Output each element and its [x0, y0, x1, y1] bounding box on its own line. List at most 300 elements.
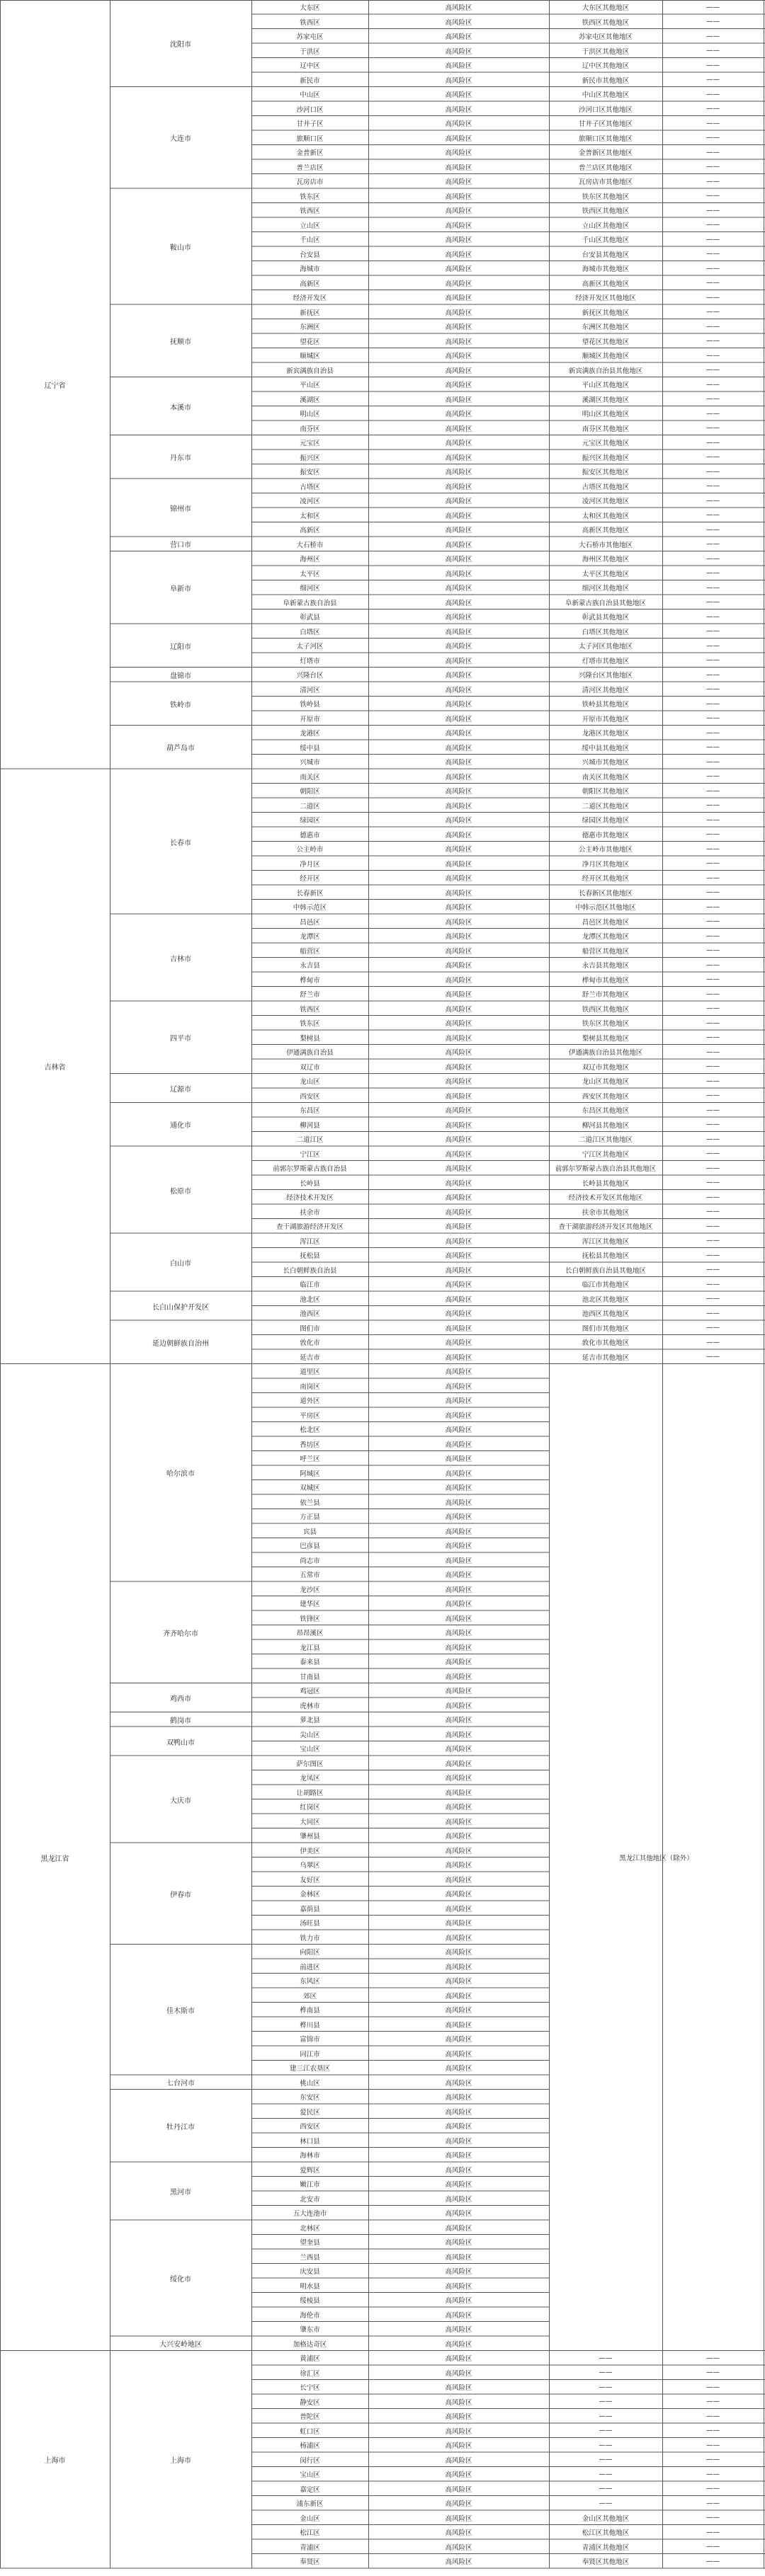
remainder-area-cell: 松江区其他地区	[582, 2529, 630, 2538]
remainder-risk-cell: ——	[706, 2412, 720, 2420]
remainder-risk-cell: ——	[706, 946, 720, 955]
risk-level-cell: 高风险区	[445, 1572, 472, 1580]
risk-level-cell: 高风险区	[445, 846, 472, 854]
district-cell: 铁岭县	[300, 701, 320, 709]
risk-level-cell: 高风险区	[445, 236, 472, 245]
remainder-risk-cell: ——	[706, 1092, 720, 1100]
risk-level-cell: 高风险区	[445, 686, 472, 694]
city-cell: 葫芦岛市	[166, 745, 195, 753]
risk-level-cell: 高风险区	[445, 1542, 472, 1551]
district-cell: 柳河县	[300, 1121, 320, 1130]
risk-level-cell: 高风险区	[445, 2239, 472, 2248]
city-cell: 鹤岗市	[170, 1717, 191, 1725]
risk-level-cell: 高风险区	[445, 2471, 472, 2480]
remainder-risk-cell: ——	[706, 119, 720, 127]
remainder-risk-cell: ——	[706, 2557, 720, 2565]
risk-level-cell: 高风险区	[445, 2036, 472, 2044]
remainder-area-cell: ——	[599, 2485, 613, 2493]
risk-level-cell: 高风险区	[445, 788, 472, 796]
risk-level-cell: 高风险区	[445, 2210, 472, 2219]
risk-level-cell: 高风险区	[445, 193, 472, 201]
province-cell: 辽宁省	[44, 382, 66, 390]
remainder-risk-cell: ——	[706, 598, 720, 607]
risk-level-cell: 高风险区	[445, 1136, 472, 1145]
district-cell: 净月区	[300, 860, 320, 869]
city-cell: 吉林市	[170, 955, 191, 963]
district-cell: 爱民区	[300, 2108, 320, 2117]
city-cell: 本溪市	[170, 403, 191, 412]
risk-level-cell: 高风险区	[445, 2195, 472, 2204]
city-cell: 绥化市	[170, 2276, 191, 2284]
district-cell: 郊区	[302, 1992, 317, 2000]
remainder-area-cell: 青浦区其他地区	[582, 2543, 630, 2552]
remainder-area-cell: 浑江区其他地区	[582, 1237, 630, 1246]
risk-level-cell: 高风险区	[445, 1586, 472, 1594]
district-cell: 方正县	[300, 1513, 320, 1522]
remainder-area-cell: 台安县其他地区	[582, 251, 630, 259]
risk-level-cell: 高风险区	[445, 1963, 472, 1971]
district-cell: 林口县	[300, 2137, 320, 2146]
district-cell: 肇州县	[300, 1833, 320, 1841]
district-cell: 宾县	[302, 1528, 317, 1536]
district-cell: 彰武县	[300, 614, 320, 622]
district-cell: 静安区	[300, 2398, 320, 2407]
remainder-area-cell: 扶余市其他地区	[582, 1208, 630, 1217]
remainder-area-cell: 振安区其他地区	[582, 469, 630, 477]
remainder-area-cell: ——	[599, 2398, 613, 2406]
district-cell: 二道江区	[296, 1136, 324, 1145]
remainder-area-cell: 千山区其他地区	[582, 236, 630, 245]
risk-level-cell: 高风险区	[445, 802, 472, 811]
remainder-risk-cell: ——	[706, 18, 720, 26]
district-cell: 爱辉区	[300, 2166, 320, 2175]
risk-level-cell: 高风险区	[445, 483, 472, 491]
risk-level-cell: 高风险区	[445, 2456, 472, 2465]
remainder-risk-cell: ——	[706, 525, 720, 534]
risk-level-cell: 高风险区	[445, 1412, 472, 1420]
remainder-area-cell: 经济技术开发区其他地区	[568, 1194, 643, 1203]
remainder-risk-cell: ——	[706, 1222, 720, 1230]
city-cell: 七台河市	[166, 2080, 195, 2088]
risk-level-cell: 高风险区	[445, 1339, 472, 1348]
district-cell: 道外区	[300, 1397, 320, 1406]
remainder-risk-cell: ——	[706, 322, 720, 331]
risk-level-cell: 高风险区	[445, 33, 472, 42]
risk-level-cell: 高风险区	[445, 1818, 472, 1826]
district-cell: 经济开发区	[293, 294, 327, 303]
remainder-area-cell: 抚松县其他地区	[582, 1252, 630, 1261]
remainder-area-cell: 铁东区其他地区	[582, 193, 630, 201]
district-cell: 嘉荫县	[300, 1905, 320, 1913]
risk-level-cell: 高风险区	[445, 120, 472, 129]
remainder-risk-cell: ——	[706, 743, 720, 752]
district-cell: 绥中县	[300, 744, 320, 752]
district-cell: 长春新区	[296, 889, 324, 898]
remainder-area-cell: 船营区其他地区	[582, 947, 630, 956]
risk-level-cell: 高风险区	[445, 2485, 472, 2494]
city-cell: 双鸭山市	[166, 1739, 195, 1747]
risk-level-cell: 高风险区	[445, 773, 472, 782]
risk-level-cell: 高风险区	[445, 2413, 472, 2422]
risk-level-cell: 高风险区	[445, 1441, 472, 1449]
district-cell: 池西区	[300, 1310, 320, 1319]
risk-level-cell: 高风险区	[445, 265, 472, 274]
district-cell: 富锦市	[300, 2036, 320, 2044]
remainder-risk-cell: ——	[706, 859, 720, 868]
remainder-risk-cell: ——	[706, 874, 720, 882]
district-cell: 龙沙区	[300, 1586, 320, 1594]
remainder-risk-cell: ——	[706, 105, 720, 113]
district-cell: 海伦市	[300, 2311, 320, 2320]
district-cell: 新民市	[300, 76, 320, 85]
risk-level-cell: 高风险区	[445, 1165, 472, 1174]
district-cell: 大石桥市	[296, 541, 324, 549]
risk-level-cell: 高风险区	[445, 1978, 472, 1986]
district-cell: 沙河口区	[296, 105, 324, 114]
risk-level-cell: 高风险区	[445, 18, 472, 27]
risk-level-cell: 高风险区	[445, 1324, 472, 1333]
risk-level-cell: 高风险区	[445, 1455, 472, 1464]
remainder-area-cell: 沙河口区其他地区	[578, 105, 633, 114]
remainder-area-cell: 阜新蒙古族自治县其他地区	[565, 599, 646, 607]
risk-level-cell: 高风险区	[445, 744, 472, 752]
remainder-area-cell: 望花区其他地区	[582, 338, 630, 346]
risk-level-cell: 高风险区	[445, 2224, 472, 2233]
remainder-area-cell: 太和区其他地区	[582, 512, 630, 520]
district-cell: 长白朝鲜族自治县	[283, 1266, 337, 1275]
remainder-area-cell: 二道区其他地区	[582, 802, 630, 811]
risk-level-cell: 高风险区	[445, 585, 472, 593]
risk-level-cell: 高风险区	[445, 831, 472, 840]
district-cell: 大东区	[300, 4, 320, 13]
remainder-risk-cell: ——	[706, 424, 720, 433]
risk-level-cell: 高风险区	[445, 1688, 472, 1696]
risk-level-cell: 高风险区	[445, 1078, 472, 1087]
district-cell: 桦南县	[300, 2007, 320, 2015]
risk-level-cell: 高风险区	[445, 570, 472, 578]
city-cell: 松原市	[170, 1187, 191, 1196]
risk-level-cell: 高风险区	[445, 614, 472, 622]
risk-level-cell: 高风险区	[445, 1281, 472, 1290]
remainder-risk-cell: ——	[706, 1150, 720, 1158]
district-cell: 池北区	[300, 1295, 320, 1304]
risk-level-cell: 高风险区	[445, 962, 472, 971]
district-cell: 顺城区	[300, 353, 320, 361]
remainder-risk-cell: ——	[706, 32, 720, 40]
remainder-risk-cell: ——	[706, 961, 720, 969]
remainder-risk-cell: ——	[706, 1280, 720, 1288]
risk-level-cell: 高风险区	[445, 1601, 472, 1609]
remainder-risk-cell: ——	[706, 1063, 720, 1071]
remainder-risk-cell: ——	[706, 1193, 720, 1201]
remainder-risk-cell: ——	[706, 903, 720, 911]
remainder-area-cell: 中山区其他地区	[582, 91, 630, 100]
risk-level-cell: 高风险区	[445, 1992, 472, 2000]
district-cell: 图们市	[300, 1324, 320, 1333]
district-cell: 桦甸市	[300, 976, 320, 985]
risk-level-cell: 高风险区	[445, 701, 472, 709]
remainder-risk-cell: ——	[706, 148, 720, 156]
district-cell: 太平区	[300, 570, 320, 578]
district-cell: 经开区	[300, 875, 320, 883]
remainder-risk-cell: ——	[706, 134, 720, 142]
district-cell: 建华区	[300, 1601, 320, 1609]
remainder-area-cell: 铁西区其他地区	[582, 1005, 630, 1014]
risk-level-cell: 高风险区	[445, 715, 472, 723]
remainder-risk-cell: ——	[706, 990, 720, 998]
district-cell: 金林区	[300, 1891, 320, 1899]
district-cell: 元宝区	[300, 440, 320, 448]
remainder-area-cell: 南关区其他地区	[582, 773, 630, 782]
risk-level-cell: 高风险区	[445, 207, 472, 216]
risk-level-cell: 高风险区	[445, 817, 472, 825]
risk-level-cell: 高风险区	[445, 440, 472, 448]
district-cell: 伊通满族自治县	[286, 1049, 334, 1058]
remainder-area-cell: 长岭县其他地区	[582, 1179, 630, 1188]
district-cell: 东风区	[300, 1978, 320, 1986]
risk-level-cell: 高风险区	[445, 280, 472, 288]
remainder-risk-cell: ——	[706, 351, 720, 360]
remainder-risk-cell: ——	[706, 2485, 720, 2493]
district-cell: 铁西区	[300, 18, 320, 27]
district-cell: 虹口区	[300, 2427, 320, 2436]
district-cell: 铁东区	[300, 1020, 320, 1029]
district-cell: 双城区	[300, 1484, 320, 1493]
remainder-area-cell: 铁西区其他地区	[582, 207, 630, 216]
remainder-area-cell: 太子河区其他地区	[578, 643, 633, 651]
remainder-risk-cell: ——	[706, 641, 720, 650]
remainder-risk-cell: ——	[706, 380, 720, 389]
remainder-area-cell: 伊通满族自治县其他地区	[568, 1049, 643, 1058]
remainder-risk-cell: ——	[706, 438, 720, 447]
risk-level-cell: 高风险区	[445, 1862, 472, 1870]
district-cell: 巴彦县	[300, 1542, 320, 1551]
district-cell: 苏家屯区	[296, 33, 324, 42]
risk-level-cell: 高风险区	[445, 1063, 472, 1072]
risk-level-cell: 高风险区	[445, 2384, 472, 2393]
city-cell: 辽阳市	[170, 643, 191, 651]
remainder-area-cell: ——	[599, 2456, 613, 2464]
district-cell: 伊美区	[300, 1847, 320, 1855]
risk-level-cell: 高风险区	[445, 1920, 472, 1928]
remainder-area-cell: 长白朝鲜族自治县其他地区	[565, 1266, 646, 1275]
remainder-risk-cell: ——	[706, 612, 720, 621]
risk-level-cell: 高风险区	[445, 2181, 472, 2189]
risk-level-cell: 高风险区	[445, 2529, 472, 2538]
district-cell: 东安区	[300, 2094, 320, 2102]
remainder-note-cell: 黑龙江其他地区（除外）	[619, 1855, 693, 1862]
district-cell: 北林区	[300, 2224, 320, 2233]
district-cell: 桃山区	[300, 2079, 320, 2088]
district-cell: 海林市	[300, 2152, 320, 2160]
risk-level-cell: 高风险区	[445, 1179, 472, 1188]
remainder-area-cell: 清河区其他地区	[582, 686, 630, 694]
remainder-risk-cell: ——	[706, 221, 720, 229]
remainder-risk-cell: ——	[706, 554, 720, 563]
risk-level-cell: 高风险区	[445, 2123, 472, 2131]
remainder-risk-cell: ——	[706, 192, 720, 200]
risk-level-cell: 高风险区	[445, 469, 472, 477]
province-cell: 黑龙江省	[40, 1855, 69, 1863]
risk-level-cell: 高风险区	[445, 860, 472, 869]
risk-level-cell: 高风险区	[445, 2108, 472, 2117]
remainder-area-cell: 铁东区其他地区	[582, 1020, 630, 1029]
remainder-area-cell: 双辽市其他地区	[582, 1063, 630, 1072]
district-cell: 舒兰市	[300, 991, 320, 1000]
remainder-area-cell: 古塔区其他地区	[582, 483, 630, 491]
risk-level-cell: 高风险区	[445, 512, 472, 520]
remainder-area-cell: ——	[599, 2441, 613, 2449]
district-cell: 同江市	[300, 2050, 320, 2059]
remainder-risk-cell: ——	[706, 1106, 720, 1114]
remainder-area-cell: 金山区其他地区	[582, 2514, 630, 2523]
risk-level-cell: 高风险区	[445, 1934, 472, 1942]
district-cell: 长宁区	[300, 2384, 320, 2393]
remainder-risk-cell: ——	[706, 815, 720, 824]
district-cell: 南岗区	[300, 1383, 320, 1391]
district-cell: 旅顺口区	[296, 134, 324, 143]
remainder-area-cell: 兴隆台区其他地区	[578, 672, 633, 680]
risk-level-cell: 高风险区	[445, 889, 472, 898]
remainder-risk-cell: ——	[706, 714, 720, 723]
district-cell: 兴城市	[300, 759, 320, 767]
district-cell: 尚志市	[300, 1557, 320, 1565]
risk-level-cell: 高风险区	[445, 294, 472, 303]
district-cell: 金山区	[300, 2514, 320, 2523]
risk-level-cell: 高风险区	[445, 62, 472, 71]
district-cell: 经济技术开发区	[286, 1194, 334, 1203]
remainder-area-cell: 龙山区其他地区	[582, 1078, 630, 1087]
remainder-area-cell: 太平区其他地区	[582, 570, 630, 578]
remainder-risk-cell: ——	[706, 293, 720, 302]
remainder-risk-cell: ——	[706, 61, 720, 69]
district-cell: 绿园区	[300, 817, 320, 825]
remainder-area-cell: 海城市其他地区	[582, 265, 630, 274]
risk-level-cell: 高风险区	[445, 2442, 472, 2451]
risk-level-cell: 高风险区	[445, 105, 472, 114]
district-cell: 延吉市	[300, 1353, 320, 1362]
district-cell: 松江区	[300, 2529, 320, 2538]
remainder-risk-cell: ——	[706, 1004, 720, 1013]
remainder-area-cell: 梨树县其他地区	[582, 1034, 630, 1043]
risk-level-cell: 高风险区	[445, 1499, 472, 1507]
remainder-area-cell: 宁江区其他地区	[582, 1150, 630, 1159]
city-cell: 牡丹江市	[166, 2123, 195, 2131]
district-cell: 望奎县	[300, 2239, 320, 2248]
remainder-area-cell: 大东区其他地区	[582, 4, 630, 13]
remainder-risk-cell: ——	[706, 90, 720, 98]
remainder-area-cell: 顺城区其他地区	[582, 353, 630, 361]
city-cell: 延边朝鲜族自治州	[152, 1339, 209, 1348]
risk-level-cell: 高风险区	[445, 1760, 472, 1768]
district-cell: 乌翠区	[300, 1862, 320, 1870]
risk-level-cell: 高风险区	[445, 556, 472, 564]
remainder-risk-cell: ——	[706, 47, 720, 55]
risk-level-cell: 高风险区	[445, 2500, 472, 2509]
city-cell: 铁岭市	[170, 701, 191, 709]
district-cell: 嘉定区	[300, 2485, 320, 2494]
district-cell: 查干湖旅游经济开发区	[276, 1223, 344, 1232]
district-cell: 向阳区	[300, 1949, 320, 1957]
district-cell: 庆安县	[300, 2268, 320, 2277]
remainder-risk-cell: ——	[706, 1164, 720, 1172]
district-cell: 甘井子区	[296, 120, 324, 129]
district-cell: 松北区	[300, 1426, 320, 1435]
risk-level-cell: 高风险区	[445, 1484, 472, 1493]
risk-level-cell: 高风险区	[445, 1049, 472, 1058]
risk-level-cell: 高风险区	[445, 2543, 472, 2552]
risk-level-cell: 高风险区	[445, 2558, 472, 2567]
district-cell: 让胡路区	[296, 1789, 324, 1797]
district-cell: 红岗区	[300, 1804, 320, 1812]
remainder-area-cell: 前郭尔罗斯蒙古族自治县其他地区	[555, 1165, 657, 1174]
risk-level-cell: 高风险区	[445, 1470, 472, 1478]
risk-level-cell: 高风险区	[445, 976, 472, 985]
remainder-area-cell: ——	[599, 2369, 613, 2377]
risk-level-cell: 高风险区	[445, 527, 472, 535]
remainder-area-cell: 延吉市其他地区	[582, 1353, 630, 1362]
risk-level-cell: 高风险区	[445, 1005, 472, 1014]
risk-level-cell: 高风险区	[445, 1775, 472, 1783]
district-cell: 宝山区	[300, 2471, 320, 2480]
remainder-area-cell: 苏家屯区其他地区	[578, 33, 633, 42]
risk-level-cell: 高风险区	[445, 1949, 472, 1957]
risk-level-cell: 高风险区	[445, 1847, 472, 1855]
remainder-risk-cell: ——	[706, 1077, 720, 1085]
remainder-area-cell: 于洪区其他地区	[582, 47, 630, 56]
district-cell: 永吉县	[300, 962, 320, 971]
district-cell: 龙凤区	[300, 1775, 320, 1783]
remainder-risk-cell: ——	[706, 511, 720, 520]
district-cell: 铁西区	[300, 207, 320, 216]
risk-level-cell: 高风险区	[445, 222, 472, 230]
risk-level-cell: 高风险区	[445, 309, 472, 317]
district-cell: 大同区	[300, 1818, 320, 1826]
district-cell: 东昌区	[300, 1107, 320, 1116]
remainder-area-cell: 龙港区其他地区	[582, 730, 630, 738]
city-cell: 丹东市	[170, 454, 191, 463]
risk-level-cell: 高风险区	[445, 1789, 472, 1797]
city-cell: 黑河市	[170, 2189, 191, 2197]
remainder-area-cell: 永吉县其他地区	[582, 962, 630, 971]
remainder-area-cell: 高新区其他地区	[582, 527, 630, 535]
remainder-area-cell: ——	[599, 2383, 613, 2391]
risk-level-cell: 高风险区	[445, 353, 472, 361]
remainder-risk-cell: ——	[706, 177, 720, 185]
remainder-risk-cell: ——	[706, 337, 720, 345]
remainder-risk-cell: ——	[706, 845, 720, 853]
remainder-area-cell: ——	[599, 2470, 613, 2478]
risk-level-cell: 高风险区	[445, 324, 472, 332]
district-cell: 兰西县	[300, 2253, 320, 2262]
remainder-risk-cell: ——	[706, 786, 720, 795]
district-cell: 汤旺县	[300, 1920, 320, 1928]
remainder-area-cell: 新抚区其他地区	[582, 309, 630, 317]
city-cell: 通化市	[170, 1122, 191, 1130]
district-cell: 千山区	[300, 236, 320, 245]
risk-level-cell: 高风险区	[445, 947, 472, 956]
risk-level-cell: 高风险区	[445, 599, 472, 607]
district-cell: 细河区	[300, 585, 320, 593]
remainder-risk-cell: ——	[706, 917, 720, 926]
remainder-area-cell: 瓦房店市其他地区	[578, 178, 633, 187]
remainder-area-cell: 高新区其他地区	[582, 280, 630, 288]
remainder-area-cell: 大石桥市其他地区	[578, 541, 633, 549]
district-cell: 呼兰区	[300, 1455, 320, 1464]
city-cell: 大连市	[170, 135, 191, 144]
district-cell: 龙潭区	[300, 933, 320, 941]
risk-level-cell: 高风险区	[445, 628, 472, 636]
